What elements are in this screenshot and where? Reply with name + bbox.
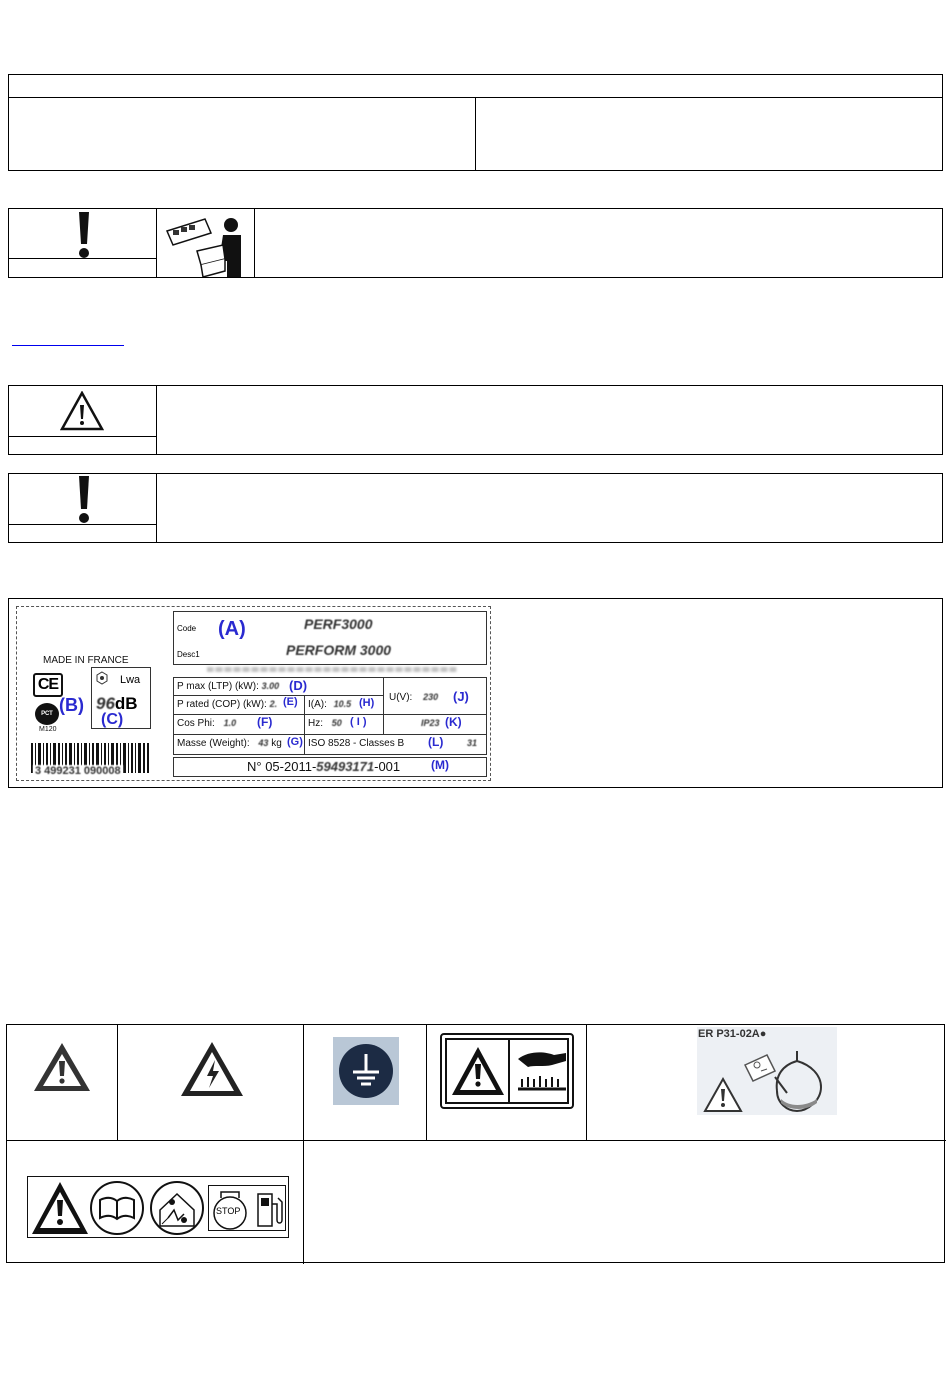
ip-value: IP23: [421, 718, 440, 728]
marker-f: (F): [257, 715, 273, 729]
stop-text: STOP: [216, 1206, 241, 1216]
hot-surface-icon: [440, 1033, 574, 1109]
marker-j: (J): [453, 689, 469, 704]
marker-b: (B): [59, 695, 84, 715]
caution-notice-table: [8, 473, 943, 543]
eac-mark: РСТ: [35, 703, 59, 725]
earth-ground-icon: [333, 1037, 399, 1105]
marker-d: (D): [289, 678, 308, 693]
weight-value: 43: [258, 738, 269, 748]
rating-plate: MADE IN FRANCE CE РСТ M120 (B) Lwa 96dB (C) 3 499231 090008 Code (A) PERF3000 Desc1 PERFORM 3000 P max (LTP) (kW): 3.00 (D) U(V): 230 (J) P rated (COP) (kW): 2. (E) I(A): 10.5 (H) Cos Phi: 1.0 (F) Hz: 50 ( I ) IP23 (K) Masse (Weight): 43 kg (G) ISO 8528 - Classes B (L) 31 N° 05-2011-59493171-001 (M): [16, 606, 491, 781]
labels-table: [6, 1024, 945, 1263]
marker-g-visible: (G): [287, 736, 303, 748]
unpacking-notice-table: [8, 208, 943, 278]
barcode-number: 3 499231 090008: [35, 765, 121, 777]
marker-m: (M): [431, 758, 449, 772]
marker-c: (C): [101, 711, 124, 728]
desc-value: PERFORM 3000: [286, 642, 392, 658]
pmax-value: 3.00: [261, 681, 280, 691]
combined-safety-label: [27, 1176, 289, 1238]
serial-suffix: -001: [374, 759, 401, 774]
code-value: PERF3000: [304, 616, 373, 632]
marker-h: (H): [359, 697, 375, 709]
hz-value: 50: [331, 718, 342, 728]
iso-suffix: 31: [467, 738, 478, 748]
noise-value: 96: [96, 694, 115, 713]
electric-hazard-icon: [179, 1040, 245, 1098]
prated-value: 2.: [269, 699, 278, 709]
barcode: [31, 743, 149, 779]
exclamation-icon: [64, 475, 104, 525]
serial-middle: 59493171: [316, 759, 375, 774]
warning-triangle-icon: [59, 390, 105, 432]
serial-prefix: N° 05-2011-: [247, 759, 317, 774]
noise-unit: dB: [114, 694, 138, 713]
marker-a: (A): [218, 618, 246, 640]
m-code-label: M120: [39, 726, 57, 733]
noise-icon: [96, 671, 108, 685]
header-table: [8, 74, 943, 171]
noise-box: Lwa 96dB: [91, 667, 151, 729]
marker-e: (E): [283, 696, 298, 708]
exclamation-icon: [64, 211, 104, 259]
warning-notice-table: [8, 385, 943, 455]
refuel-stop-icon: [208, 1185, 286, 1231]
unpacking-person-icon: [161, 211, 251, 277]
ventilation-icon: [148, 1180, 206, 1236]
warning-triangle-icon: [32, 1041, 92, 1093]
oil-check-icon: [697, 1027, 837, 1115]
link-underline[interactable]: [12, 345, 124, 346]
manual-icon: [88, 1180, 146, 1236]
made-in-label: MADE IN FRANCE: [43, 655, 129, 666]
fine-print-blur: [207, 667, 457, 672]
rating-plate-frame: [8, 598, 943, 788]
current-value: 10.5: [333, 699, 352, 709]
cosphi-value: 1.0: [223, 718, 237, 728]
code-box: Code (A) PERF3000 Desc1 PERFORM 3000: [173, 611, 487, 665]
ce-mark: CE: [33, 673, 63, 697]
oil-label-code: ER P31-02A●: [698, 1028, 767, 1040]
marker-k: (K): [445, 715, 462, 729]
voltage-value: 230: [423, 692, 439, 702]
marker-i: ( I ): [350, 716, 367, 728]
marker-l: (L): [428, 735, 444, 749]
